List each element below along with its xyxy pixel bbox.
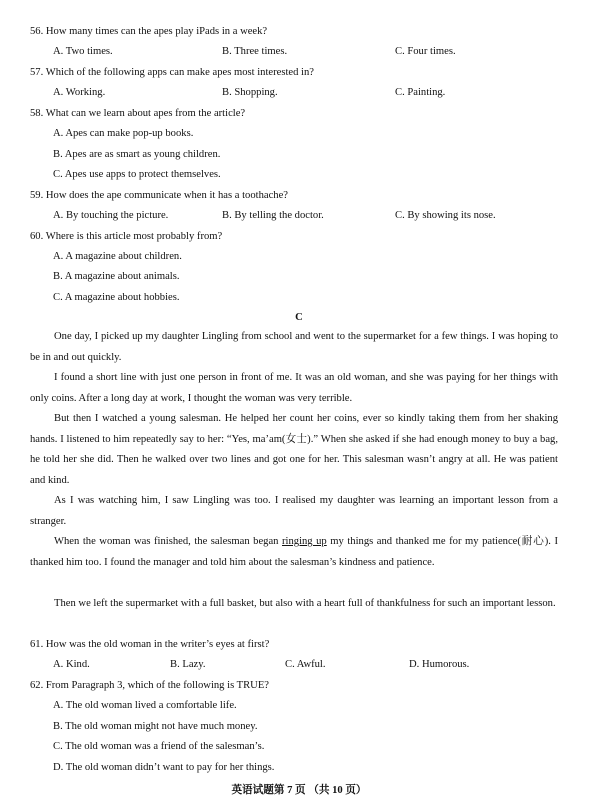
passage-paragraph-4: As I was watching him, I saw Lingling was too. I realised my daughter was learning an important lesson from a stranger.: [30, 495, 558, 527]
q58-option-a: A. Apes can make pop-up books.: [53, 128, 194, 139]
q59-option-b: B. By telling the doctor.: [222, 210, 324, 221]
p5-text-before: When the woman was finished, the salesman began: [54, 536, 282, 547]
q61-option-a: A. Kind.: [53, 659, 90, 670]
section-heading: C: [295, 312, 303, 323]
q56-option-b: B. Three times.: [222, 46, 288, 57]
question-59-stem: 59. How does the ape communicate when it has a toothache?: [30, 190, 288, 201]
underlined-phrase: ringing up: [282, 536, 327, 547]
q56-option-a: A. Two times.: [53, 46, 113, 57]
q60-option-b: B. A magazine about animals.: [53, 271, 180, 282]
q62-option-c: C. The old woman was a friend of the salesman’s.: [53, 741, 265, 752]
q60-option-c: C. A magazine about hobbies.: [53, 292, 180, 303]
question-56-stem: 56. How many times can the apes play iPads in a week?: [30, 26, 268, 37]
q58-option-c: C. Apes use apps to protect themselves.: [53, 169, 221, 180]
passage-paragraph-6: Then we left the supermarket with a full basket, but also with a heart full of thankfulness for such an important lesson.: [54, 598, 556, 609]
passage-paragraph-5: [30, 532, 558, 573]
question-57-stem: 57. Which of the following apps can make apes most interested in?: [30, 67, 314, 78]
q58-option-b: B. Apes are as smart as young children.: [53, 149, 221, 160]
q57-option-b: B. Shopping.: [222, 87, 278, 98]
question-61-stem: 61. How was the old woman in the writer’s eyes at first?: [30, 639, 270, 650]
q61-option-b: B. Lazy.: [170, 659, 206, 670]
page-footer: 英语试题第 7 页 （共 10 页）: [231, 785, 367, 796]
q61-option-d: D. Humorous.: [409, 659, 470, 670]
question-58-stem: 58. What can we learn about apes from the article?: [30, 108, 246, 119]
passage-paragraph-1: One day, I picked up my daughter Lingling from school and went to the supermarket for a few things. I was hoping to be in and out quickly.: [30, 331, 558, 363]
q57-option-a: A. Working.: [53, 87, 106, 98]
q59-option-a: A. By touching the picture.: [53, 210, 169, 221]
q62-option-d: D. The old woman didn’t want to pay for her things.: [53, 762, 275, 773]
passage-paragraph-2: I found a short line with just one person in front of me. It was an old woman, and she was paying for her things with only coins. After a long day at work, I thought the woman was very terrible.: [30, 372, 558, 404]
p5-text-after: my things and thanked me for my patience(耐心). I thanked him too. I found the manager and told him about the salesman’s kindness and patience.: [30, 536, 558, 568]
passage-paragraph-3: But then I watched a young salesman. He helped her count her coins, ever so kindly taking them from her shaking hands. I listened to him repeatedly say to her: “Yes, ma’am(女士).” When she asked if she had enough money to buy a bag, he told her she did. Then he walked over two lines and got one for her. This salesman wasn’t angry at all. He was patient and kind.: [30, 413, 558, 486]
q60-option-a: A. A magazine about children.: [53, 251, 182, 262]
q61-option-c: C. Awful.: [285, 659, 326, 670]
question-62-stem: 62. From Paragraph 3, which of the following is TRUE?: [30, 680, 270, 691]
q62-option-a: A. The old woman lived a comfortable life.: [53, 700, 237, 711]
q56-option-c: C. Four times.: [395, 46, 456, 57]
q57-option-c: C. Painting.: [395, 87, 446, 98]
question-60-stem: 60. Where is this article most probably from?: [30, 231, 223, 242]
q59-option-c: C. By showing its nose.: [395, 210, 496, 221]
q62-option-b: B. The old woman might not have much money.: [53, 721, 258, 732]
